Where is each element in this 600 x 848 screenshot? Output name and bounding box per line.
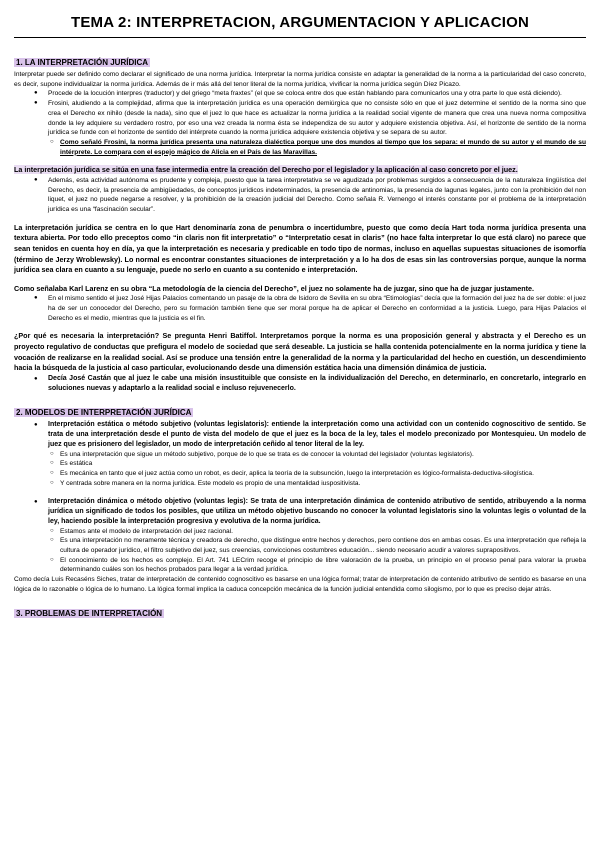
s1-bullet-castan: ● Decía José Castán que al juez le cabe una misión insustituible que consiste en la individualización del Derecho, en determinarlo, en concretarlo, integrarlo en soluciones nuevas y adaptarlo a la realidad social e incluso rejuvenecerlo. bbox=[14, 374, 586, 394]
s2-dynamic-list bbox=[14, 497, 586, 576]
s1-subbullet-frosini-text: Como señaló Frosini, la norma jurídica presenta una naturaleza dialéctica porque une dos mundos al tiempo que los separa: el mundo de su autor y el mundo de su intérprete. Lo compara con el espejo mágico de Alicia en el País de las Maravillas. bbox=[60, 138, 586, 156]
title-divider bbox=[14, 37, 586, 38]
s1-bullet-list bbox=[14, 89, 586, 157]
s2-bullet-dynamic: ● Interpretación dinámica o método objetivo (voluntas legis): Se trata de una interpretación dinámica de contenido atributivo de sentido, atribuyendo a la norma jurídica un significado de todos los posibles, que utiliza un método objetivo buscando no conocer la voluntad legislatoris sino la voluntas legis o voluntad de la ley, haciendo posible la interpretación progresiva y evolutiva de la norma jurídica. bbox=[14, 497, 586, 527]
s2-models-list bbox=[14, 420, 586, 489]
s2-dynamic-sub-2: ○ Es una interpretación no meramente técnica y creadora de derecho, que distingue entre hechos y derechos, pero contiene dos en ambas cosas. Es una interpretación que refleja la cultura de operador jurídico, el filtro subjetivo del juez, sus creencias, convicciones costumbres educación... siendo necesario acudir a valores suprapositivos. bbox=[14, 536, 586, 555]
s1-batiffol-paragraph: ¿Por qué es necesaria la interpretación? Se pregunta Henri Batiffol. Interpretamos porque la norma es una proposición general y abstracta y el Derecho es un proyecto regulativo de conductas que prefigura el modelo de sociedad que será deseable. La justicia se halla contenida potencialmente en la norma jurídica y tiene la vocación de realizarse en la realidad social. Así se produce una tensión entre la generalidad de la norma y la particularidad del hecho en cuestión, un descendimiento hacia la búsqueda de la justicia al caso particular, evolucionando desde una dimensión estática hacia una dimensión dinámica de justicia. bbox=[14, 331, 586, 373]
s1-castan-list bbox=[14, 374, 586, 394]
s2-dynamic-sub-1: ○ Estamos ante el modelo de interpretación del juez racional. bbox=[14, 527, 586, 537]
s2-recasens-paragraph: Como decía Luis Recaséns Siches, tratar de interpretación de contenido cognoscitivo es basarse en una lógica formal; tratar de interpretación de contenido atributivo de sentido es basarse en una lógica de lo razonable o lógica de lo humano. La lógica formal implica la caduca concepción mecánica de la función judicial entendida como silogismo, por lo que es preciso dejar atrás. bbox=[14, 576, 586, 593]
s2-static-sub-2: ○ Es estática bbox=[14, 459, 586, 469]
s1-intro: Interpretar puede ser definido como declarar el significado de una norma jurídica. Interpretar la norma jurídica consiste en adaptar la generalidad de la norma a la particularidad del caso concreto, es decir, supone individualizar la norma jurídica. Además de ir más allá del tenor literal de la norma jurídica, vivificar la norma jurídica según Díez Picazo. bbox=[14, 71, 586, 88]
s2-bullet-static: ● Interpretación estática o método subjetivo (voluntas legislatoris): entiende la interpretación como una actividad con un contenido cognoscitivo de sentido. Se trata de una interpretación desde el punto de vista del modelo de que el juez es la boca de la ley, tales el modelo preconizado por Montesquieu. Un modelo de juez que es prisionero del legislador, un modo de interpretación ceñido al tenor literal de la ley. bbox=[14, 420, 586, 450]
s2-static-sub-3: ○ Es mecánica en tanto que el juez actúa como un robot, es decir, aplica la teoría de la subsunción, luego la interpretación es lógico-formalista-deductiva-silogística. bbox=[14, 469, 586, 479]
s1-hart-paragraph: La interpretación jurídica se centra en lo que Hart denominaría zona de penumbra o incertidumbre, puesto que como decía Hart toda norma jurídica presenta una textura abierta. Por todo ello preceptos como “in claris non fit interpretatio” o “Interpretatio cesat in claris” (no hace falta interpretar lo que está claro) no parece que sean tenidos en cuenta hoy en día, ya que la interpretación es necesaria y predicable en todo tipo de normas, incluso en aquellas supuestas situaciones de isomorfía (término de Jerzy Wroblewsky). Lo normal es encontrar constantes situaciones de interpretación y a lo ha dos de esas sin las controversias porque, aunque la norma jurídica sea clara en cuanto a su lenguaje, puede no serlo en cuanto a su contenido e interpretación. bbox=[14, 222, 586, 275]
s1-intermediate-phase-text: La interpretación jurídica se sitúa en una fase intermedia entre la creación del Derecho por el legislador y la aplicación al caso concreto por el juez. bbox=[14, 165, 518, 175]
s1-bullet-frosini: ● Frosini, aludiendo a la complejidad, afirma que la interpretación jurídica es una operación demiúrgica que no consiste sólo en que el juez determine el sentido de la norma sino que crea el Derecho ex nihilo (desde la nada), sino que el juez lo que hace es actualizar la norma jurídica a la realidad social vigente de manera que crea una nueva norma compositiva donde la ley adquiere su verdadero rostro, por eso una vez creada la norma ésta se independiza de su autor y adquiere existencia objetiva. Así, el horizonte de sentido de la norma jurídica se funde con el horizonte de sentido del intérprete cuando la norma jurídica adquiere existencia objetiva y se separa de su autor. bbox=[14, 99, 586, 138]
s1-bullet-etymology: ● Procede de la locución interpres (traductor) y del griego “meta fraxtes” (el que se coloca entre dos que están hablando para comunicarlos una y otra parte lo que está diciendo). bbox=[14, 89, 586, 99]
s1-larenz-paragraph: Como señalaba Karl Larenz en su obra “La metodología de la ciencia del Derecho”, el juez no solamente ha de juzgar, sino que ha de juzgar justamente. bbox=[14, 283, 535, 293]
s2-dynamic-sub-3: ○ El conocimiento de los hechos es complejo. El Art. 741 LECrim recoge el principio de libre valoración de la prueba, un principio en el proceso penal para valorar la prueba determinando cuáles son los hechos probados para llegar a la verdad jurídica. bbox=[14, 556, 586, 575]
section-heading-3: 3. PROBLEMAS DE INTERPRETACIÓN bbox=[16, 608, 163, 618]
s2-static-sub-1: ○ Es una interpretación que sigue un método subjetivo, porque de lo que se trata es de conocer la voluntad del legislador (voluntas legislatoris). bbox=[14, 450, 586, 460]
s1-bullet-hijas: ● En el mismo sentido el juez José Hijas Palacios comentando un pasaje de la obra de Isidoro de Sevilla en su obra “Etimologías” decía que la formación del juez ha de ser doble: el juez ha de ser un conocedor del Derecho, pero su formación también tiene que ser moral porque ha de aplicar el Derecho en conformidad a la justicia. Luego, para Hijas Palacios el Derecho es el medio, mientras que la justicia es el fin. bbox=[14, 294, 586, 323]
s1-intermediate-list bbox=[14, 176, 586, 215]
section-heading-2: 2. MODELOS DE INTERPRETACIÓN JURÍDICA bbox=[16, 407, 192, 417]
document-title: TEMA 2: INTERPRETACION, ARGUMENTACION Y APLICACION bbox=[70, 14, 530, 31]
s2-static-sub-4: ○ Y centrada sobre manera en la norma jurídica. Este modelo es propio de una mentalidad iuspositivista. bbox=[14, 479, 586, 489]
s1-subbullet-frosini bbox=[14, 138, 586, 157]
section-heading-1: 1. LA INTERPRETACIÓN JURÍDICA bbox=[16, 58, 149, 67]
s1-larenz-list bbox=[14, 294, 586, 323]
s1-intermediate-phase bbox=[14, 165, 586, 176]
s1-bullet-activity: ● Además, esta actividad autónoma es prudente y compleja, puesto que la tarea interpretativa se ve agudizada por problemas surgidos a consecuencia de la naturaleza lingüística del Derecho, es decir, la presencia de ambigüedades, de conceptos jurídicos indeterminados, la presencia de antinomias, la presencia de lagunas legales, junto con la prohibición del non liquet, el juez no puede negarse a resolver, y la prohibición de la creación judicial del Derecho. Como señala R. Vernengo el interés constante por el problema de la interpretación jurídica es una “fascinación secular”. bbox=[14, 176, 586, 215]
